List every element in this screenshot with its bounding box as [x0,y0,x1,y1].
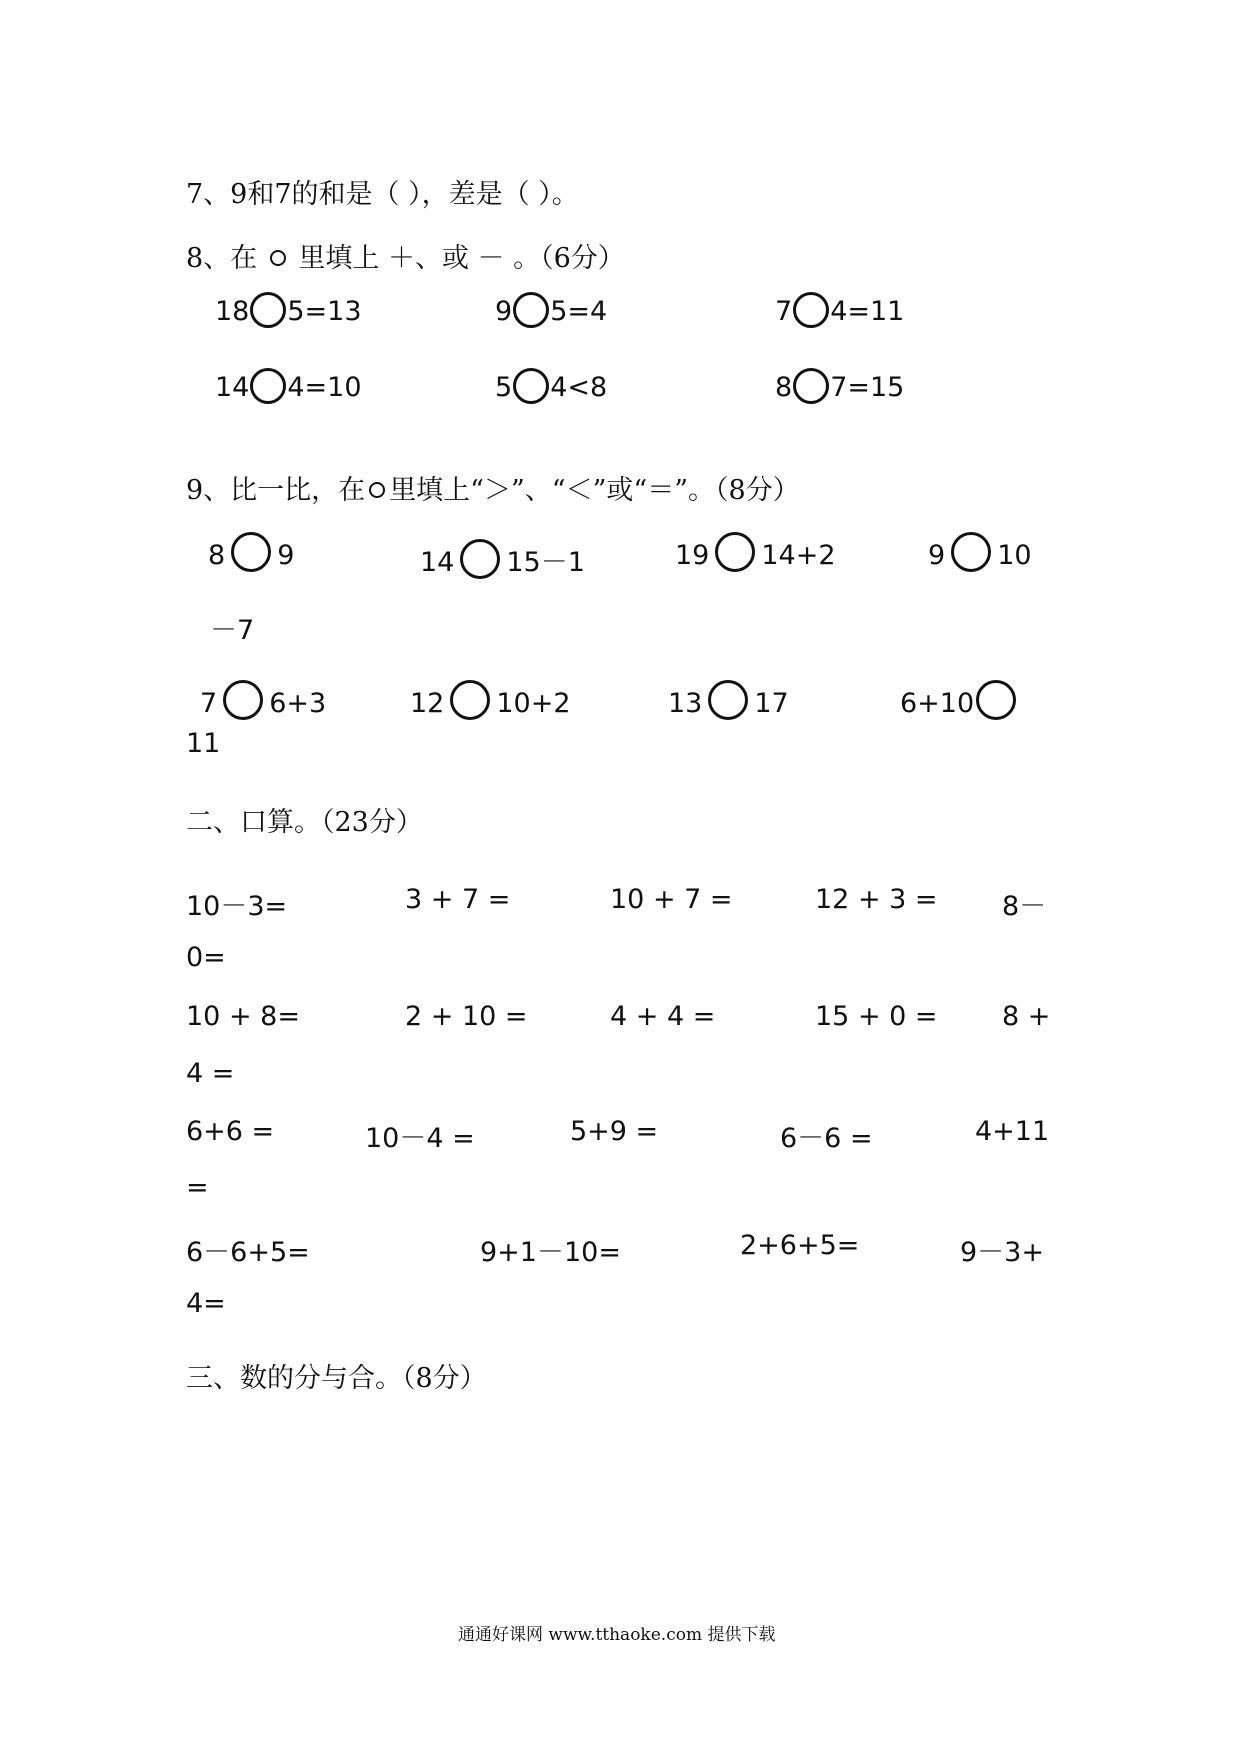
question-9-heading [186,468,800,507]
operand-right: 10+2 [496,688,571,719]
answer-circle[interactable] [793,368,829,404]
operand-right: 4<8 [550,372,608,403]
q9-item [410,688,571,720]
calc-item: 10 + 8= [186,1001,300,1032]
answer-circle[interactable] [951,532,991,572]
q9-item [420,540,585,579]
calc-item: 6－6 = [780,1123,873,1154]
operand-left: 6+10 [900,688,975,719]
question-9-prefix: 9、比一比，在 [186,475,366,506]
q8-item [495,372,607,404]
calc-item: 15 + 0 = [815,1001,938,1032]
answer-circle[interactable] [231,532,271,572]
question-9-suffix: 里填上“＞”、“＜”或“＝”。（8分） [389,475,800,506]
operand-left: 8 [208,540,226,571]
operand-right: 9 [277,540,295,571]
calc-item: 2 + 10 = [405,1001,528,1032]
operand-right: 6+3 [269,688,327,719]
operand-right: 7=15 [830,372,905,403]
q9-item [675,540,836,572]
answer-circle[interactable] [976,680,1016,720]
q9-item [928,540,1032,572]
operand-left: 7 [200,688,218,719]
answer-circle[interactable] [513,368,549,404]
answer-circle[interactable] [250,368,286,404]
answer-circle[interactable] [708,680,748,720]
calc-item: 10－4 = [365,1123,475,1154]
q8-item [495,296,607,328]
question-8-heading [186,236,625,275]
calc-wrap: 4 = [186,1058,235,1089]
operand-right: 4=11 [830,296,905,327]
circle-icon [369,482,385,498]
operand-right: 14+2 [761,540,836,571]
operand-left: 18 [215,296,250,327]
calc-item: 8 + [1002,1001,1051,1032]
operand-left: 13 [668,688,703,719]
calc-item: 4+11 [975,1116,1050,1147]
calc-item: 6－6+5= [186,1237,310,1268]
answer-circle[interactable] [250,292,286,328]
answer-circle[interactable] [460,539,500,579]
question-8-suffix: 里填上 ＋、或 － 。（6分） [298,243,625,274]
operand-left: 5 [495,372,513,403]
operand-right: 5=13 [287,296,362,327]
answer-circle[interactable] [513,292,549,328]
calc-item: 9－3+ [960,1237,1044,1268]
answer-circle[interactable] [450,680,490,720]
q9-item [668,688,789,720]
calc-wrap: 4= [186,1288,226,1319]
operand-left: 14 [420,547,455,578]
operand-left: 9 [928,540,946,571]
q9-item [208,540,294,572]
calc-item: 9+1－10= [480,1237,621,1268]
calc-item: 5+9 = [570,1116,659,1147]
q9-row1-wrap: －7 [210,615,255,646]
calc-item: 2+6+5= [740,1230,860,1261]
answer-circle[interactable] [793,292,829,328]
operand-right: 17 [754,688,789,719]
q9-item [900,688,1022,720]
operand-left: 14 [215,372,250,403]
answer-circle[interactable] [715,532,755,572]
calc-item: 3 + 7 = [405,884,511,915]
question-7: 7、9和7的和是（ ），差是（ ）。 [186,179,579,210]
q8-item [775,296,904,328]
calc-wrap: = [186,1172,209,1203]
circle-icon [270,250,286,266]
q8-item [775,372,904,404]
calc-item: 12 + 3 = [815,884,938,915]
operand-left: 8 [775,372,793,403]
section-2-heading: 二、口算。（23分） [186,807,423,838]
operand-right: 4=10 [287,372,362,403]
answer-circle[interactable] [223,680,263,720]
page-footer: 通通好课网 www.tthaoke.com 提供下载 [458,1625,776,1645]
operand-right: 5=4 [550,296,608,327]
operand-right: 10 [997,540,1032,571]
calc-item: 8－ [1002,891,1047,922]
section-3-heading: 三、数的分与合。（8分） [186,1363,487,1394]
operand-left: 9 [495,296,513,327]
q9-row2-wrap: 11 [186,728,221,759]
operand-left: 12 [410,688,445,719]
operand-left: 19 [675,540,710,571]
q9-item [200,688,326,720]
calc-item: 10 + 7 = [610,884,733,915]
calc-item: 4 + 4 = [610,1001,716,1032]
question-8-prefix: 8、在 [186,243,258,274]
q8-item [215,296,362,328]
q8-item [215,372,362,404]
calc-item: 10－3= [186,891,288,922]
calc-item: 6+6 = [186,1116,275,1147]
operand-right: 15－1 [506,547,585,578]
calc-wrap: 0= [186,942,226,973]
operand-left: 7 [775,296,793,327]
